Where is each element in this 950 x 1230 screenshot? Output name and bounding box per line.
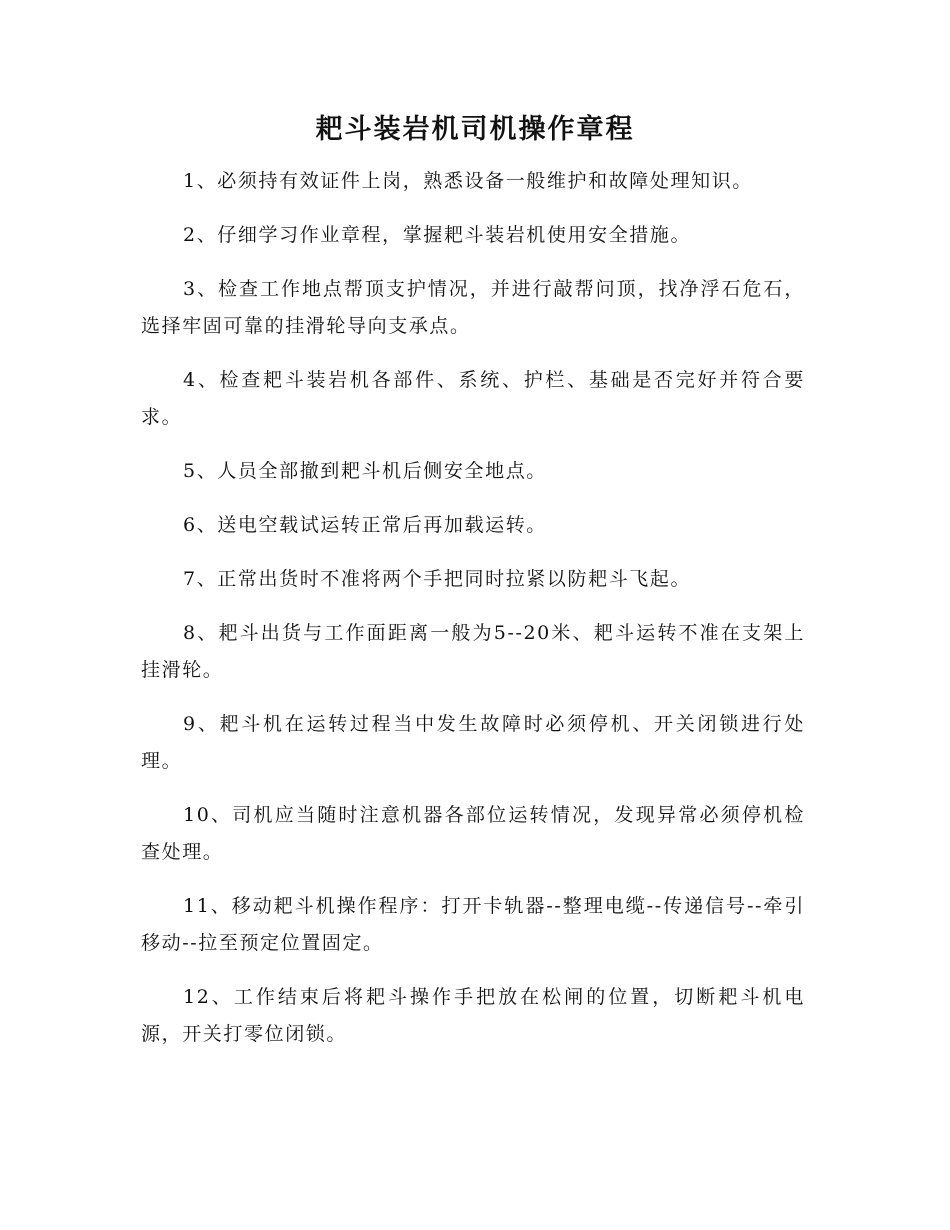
- paragraph-3: 3、检查工作地点帮顶支护情况，并进行敲帮问顶，找净浮石危石，选择牢固可靠的挂滑轮导向支承点。: [141, 278, 805, 337]
- paragraph-6: 6、送电空载试运转正常后再加载运转。: [183, 514, 547, 536]
- paragraph-9: 9、耙斗机在运转过程当中发生故障时必须停机、开关闭锁进行处理。: [141, 713, 805, 772]
- paragraph-2: 2、仔细学习作业章程，掌握耙斗装岩机使用安全措施。: [183, 224, 692, 246]
- document-body: [141, 163, 805, 1070]
- document-title: 耙斗装岩机司机操作章程: [315, 114, 635, 145]
- paragraph-11: 11、移动耙斗机操作程序：打开卡轨器--整理电缆--传递信号--牵引移动--拉至预定位置固定。: [141, 895, 805, 954]
- paragraph-4: 4、检查耙斗装岩机各部件、系统、护栏、基础是否完好并符合要求。: [141, 369, 805, 428]
- paragraph-7: 7、正常出货时不准将两个手把同时拉紧以防耙斗飞起。: [183, 568, 692, 590]
- paragraph-8: 8、耙斗出货与工作面距离一般为5--20米、耙斗运转不准在支架上挂滑轮。: [141, 622, 805, 681]
- paragraph-5: 5、人员全部撤到耙斗机后侧安全地点。: [183, 460, 547, 482]
- paragraph-12: 12、工作结束后将耙斗操作手把放在松闸的位置，切断耙斗机电源，开关打零位闭锁。: [141, 986, 805, 1045]
- paragraph-10: 10、司机应当随时注意机器各部位运转情况，发现异常必须停机检查处理。: [141, 804, 805, 863]
- paragraph-1: 1、必须持有效证件上岗，熟悉设备一般维护和故障处理知识。: [183, 170, 753, 192]
